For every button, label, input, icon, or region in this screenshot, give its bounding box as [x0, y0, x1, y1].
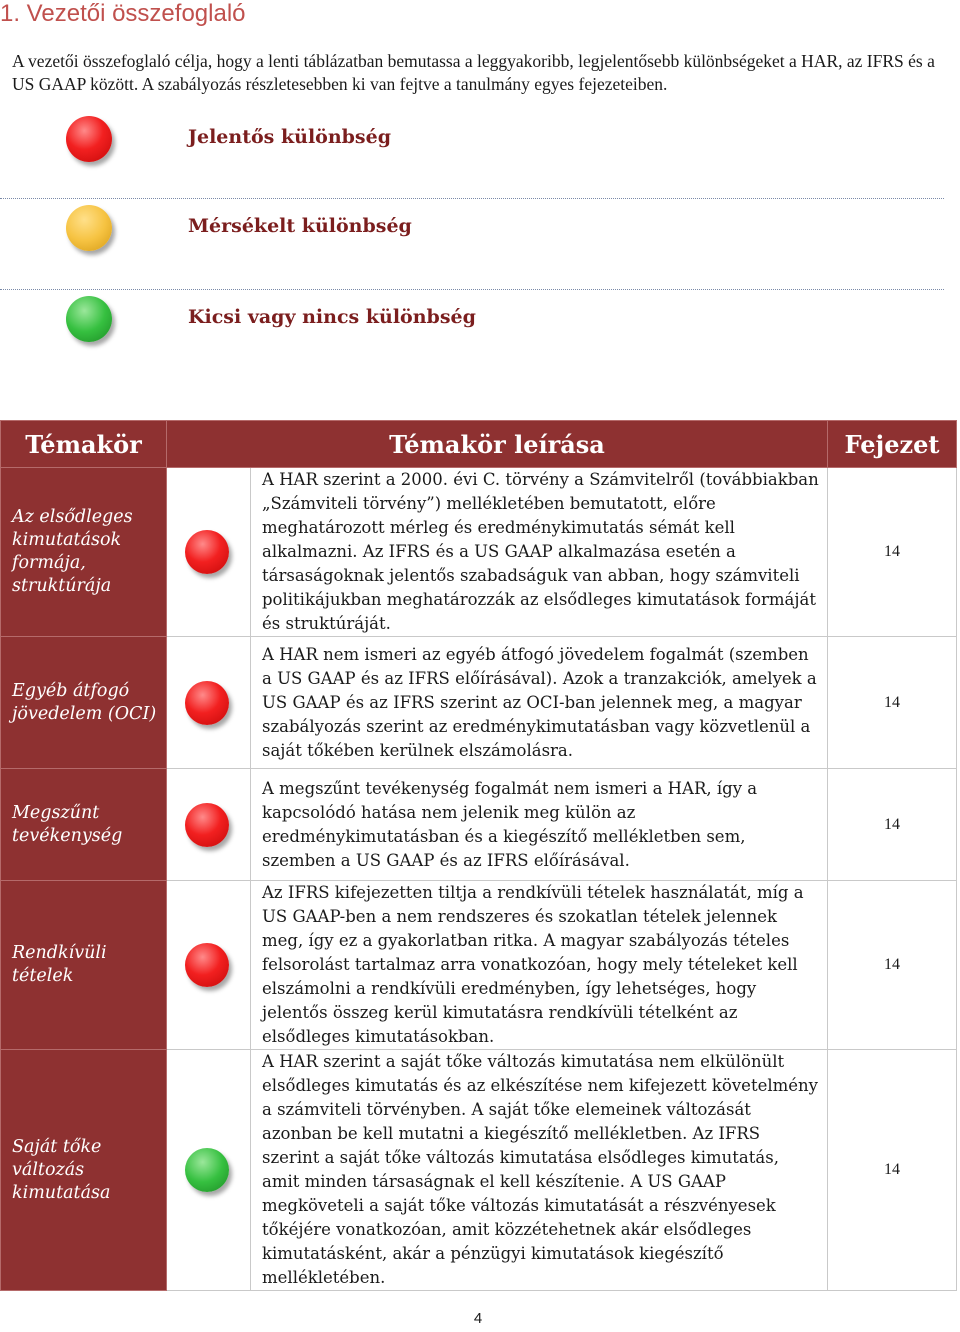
table-row	[1, 881, 957, 1050]
description-cell: A megszűnt tevékenység fogalmát nem ismeri a HAR, így a kapcsolódó hatása nem jelenik meg külön az eredménykimutatásban és a kiegészítő mellékletben sem, szemben a US GAAP és az IFRS előírásával.	[251, 769, 828, 881]
section-heading: 1. Vezetői összefoglaló	[0, 0, 246, 27]
table-row	[1, 769, 957, 881]
legend-label: Jelentős különbség	[188, 126, 391, 148]
chapter-cell: 14	[828, 468, 957, 637]
table-row	[1, 468, 957, 637]
status-cell	[167, 769, 251, 881]
topic-cell: Megszűnt tevékenység	[1, 769, 167, 881]
chapter-cell: 14	[828, 881, 957, 1050]
description-cell: Az IFRS kifejezetten tiltja a rendkívüli tételek használatát, míg a US GAAP-ben a nem rendszeres és szokatlan tételek jelennek meg, így ez a gyakorlatban ritka. A magyar szabályozás tételes felsorolást tartalmaz arra vonatkozóan, hogy mely tételeket kell elszámolni a rendkívüli eredményben, így lehetséges, hogy jelentős összeg kerül kimutatásra rendkívüli tételként az elsődleges kimutatásokban.	[251, 881, 828, 1050]
intro-paragraph: A vezetői összefoglaló célja, hogy a lenti táblázatban bemutassa a leggyakoribb, legjelentősebb különbségeket a HAR, az IFRS és a US GAAP között. A szabályozás részletesebben ki van fejtve a tanulmány egyes fejezeteiben.	[12, 51, 935, 94]
topic-header: Témakör	[1, 421, 167, 468]
red-light-icon	[185, 530, 229, 574]
description-cell: A HAR szerint a 2000. évi C. törvény a Számvitelről (továbbiakban „Számviteli törvény”) mellékletében bemutatott, előre meghatározott mérleg és eredménykimutatás sémát kell alkalmazni. Az IFRS és a US GAAP alkalmazása esetén a társaságoknak jelentős szabadságuk van abban, hogy számviteli politikájukban meghatározzák az elsődleges kimutatások formáját és struktúráját.	[251, 468, 828, 637]
topic-cell: Saját tőke változás kimutatása	[1, 1050, 167, 1291]
description-cell: A HAR szerint a saját tőke változás kimutatása nem elkülönült elsődleges kimutatás és az elkészítése nem kifejezett követelmény a számviteli törvényben. A saját tőke elemeinek változását azonban be kell mutatni a kiegészítő mellékletben. Az IFRS szerint a saját tőke változás kimutatása elsődleges kimutatás, amit minden társaságnak el kell készítenie. A US GAAP megköveteli a saját tőke változás kimutatását a részvényesek tőkéjére vonatkozóan, amit közzétehetnek akár elsődleges kimutatásként, akár a pénzügyi kimutatások kiegészítő mellékletében.	[251, 1050, 828, 1291]
legend-divider	[0, 198, 944, 199]
red-light-icon	[185, 943, 229, 987]
chapter-cell: 14	[828, 769, 957, 881]
status-cell	[167, 881, 251, 1050]
legend-label: Mérsékelt különbség	[188, 215, 412, 237]
yellow-light-icon	[66, 205, 112, 251]
differences-table	[0, 420, 957, 1291]
table-header-row	[1, 421, 957, 468]
topic-cell: Egyéb átfogó jövedelem (OCI)	[1, 637, 167, 769]
status-cell	[167, 468, 251, 637]
topic-cell: Az elsődleges kimutatások formája, struktúrája	[1, 468, 167, 637]
page-number: 4	[473, 1310, 483, 1327]
topic-cell: Rendkívüli tételek	[1, 881, 167, 1050]
red-light-icon	[185, 681, 229, 725]
status-cell	[167, 637, 251, 769]
table-row	[1, 637, 957, 769]
chapter-cell: 14	[828, 637, 957, 769]
red-light-icon	[66, 116, 112, 162]
chapter-header: Fejezet	[828, 421, 957, 468]
legend-label: Kicsi vagy nincs különbség	[188, 306, 476, 328]
green-light-icon	[185, 1148, 229, 1192]
red-light-icon	[185, 803, 229, 847]
description-header: Témakör leírása	[167, 421, 828, 468]
legend-divider	[0, 289, 944, 290]
chapter-cell: 14	[828, 1050, 957, 1291]
table-row	[1, 1050, 957, 1291]
description-cell: A HAR nem ismeri az egyéb átfogó jövedelem fogalmát (szemben a US GAAP és az IFRS előírásával). Azok a tranzakciók, amelyek a US GAAP és az IFRS szerint az OCI-ban jelennek meg, a magyar szabályozás szerint az eredménykimutatásban vagy közvetlenül a saját tőkében kerülnek elszámolásra.	[251, 637, 828, 769]
green-light-icon	[66, 296, 112, 342]
status-cell	[167, 1050, 251, 1291]
